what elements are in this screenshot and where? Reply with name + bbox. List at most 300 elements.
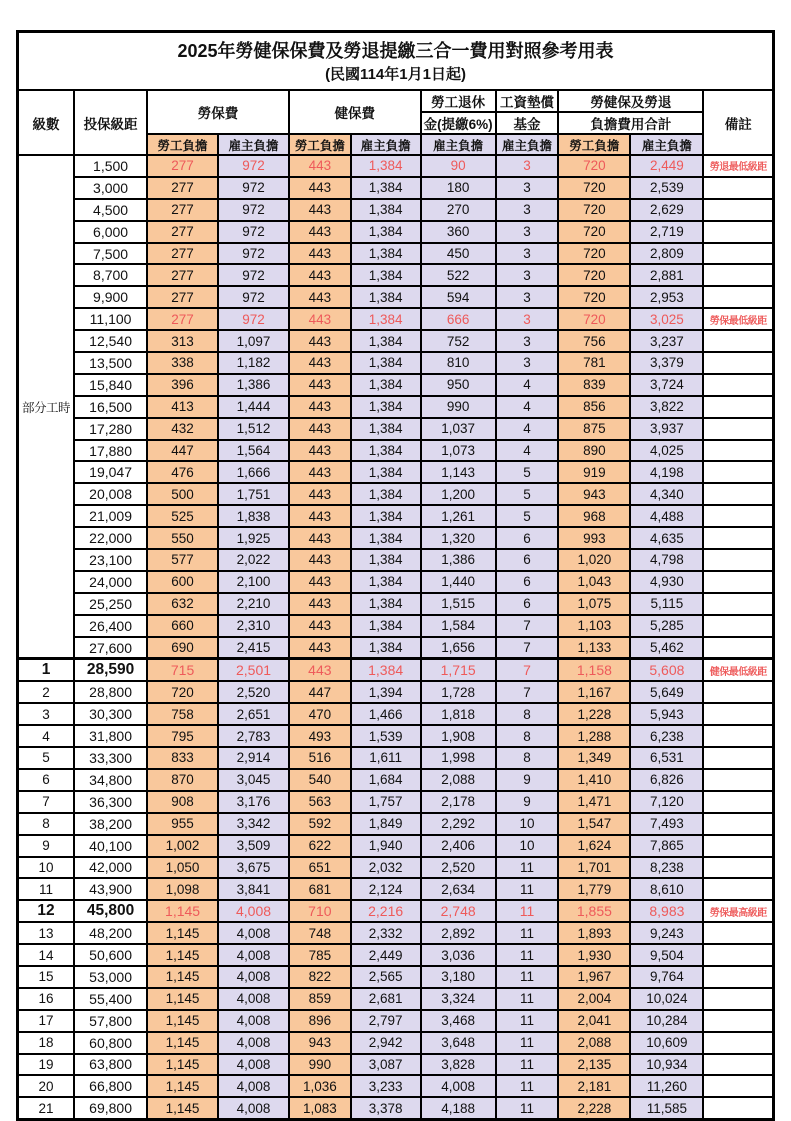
- remark-cell: [703, 769, 773, 791]
- labor-ins-employee-cell: 632: [147, 593, 218, 615]
- total-employee-cell: 720: [558, 177, 630, 199]
- labor-ins-employee-cell: 277: [147, 286, 218, 308]
- pension-employer-cell: 1,073: [421, 440, 496, 462]
- bracket-cell: 12,540: [74, 330, 147, 352]
- remark-cell: [703, 461, 773, 483]
- table-row: [18, 703, 774, 725]
- bracket-cell: 34,800: [74, 769, 147, 791]
- remark-cell: [703, 1075, 773, 1097]
- total-employee-cell: 2,228: [558, 1097, 630, 1119]
- wage-fund-employer-cell: 3: [496, 308, 559, 330]
- health-ins-employer-cell: 1,757: [351, 791, 421, 813]
- total-employee-cell: 2,135: [558, 1054, 630, 1076]
- labor-ins-employer-cell: 3,841: [218, 878, 289, 900]
- pension-employer-cell: 2,406: [421, 835, 496, 857]
- total-employee-cell: 2,041: [558, 1010, 630, 1032]
- table-row: [18, 857, 774, 879]
- total-employee-cell: 2,181: [558, 1075, 630, 1097]
- labor-ins-employer-cell: 3,045: [218, 769, 289, 791]
- table-row: [18, 681, 774, 703]
- bracket-cell: 53,000: [74, 966, 147, 988]
- wage-fund-employer-cell: 5: [496, 505, 559, 527]
- labor-ins-employee-cell: 396: [147, 374, 218, 396]
- remark-cell: 勞保最低級距: [703, 308, 773, 330]
- labor-ins-employer-cell: 2,210: [218, 593, 289, 615]
- wage-fund-employer-cell: 11: [496, 900, 559, 922]
- wage-fund-employer-cell: 5: [496, 483, 559, 505]
- labor-ins-employee-cell: 1,145: [147, 1075, 218, 1097]
- health-ins-employee-cell: 443: [289, 396, 351, 418]
- bracket-cell: 30,300: [74, 703, 147, 725]
- total-employer-cell: 2,881: [630, 264, 703, 286]
- total-employee-cell: 856: [558, 396, 630, 418]
- table-row: [18, 461, 774, 483]
- remark-cell: [703, 221, 773, 243]
- table-row: [18, 878, 774, 900]
- total-employer-cell: 3,724: [630, 374, 703, 396]
- level-cell: 20: [18, 1075, 75, 1097]
- wage-fund-employer-cell: 11: [496, 922, 559, 944]
- pension-employer-cell: 752: [421, 330, 496, 352]
- column-header-pension-line2: 金(提繳6%): [421, 112, 496, 134]
- health-ins-employee-cell: 443: [289, 571, 351, 593]
- labor-ins-employer-cell: 1,666: [218, 461, 289, 483]
- labor-ins-employer-cell: 972: [218, 286, 289, 308]
- table-row: [18, 1010, 774, 1032]
- health-ins-employee-cell: 859: [289, 988, 351, 1010]
- table-row: [18, 1075, 774, 1097]
- labor-ins-employer-cell: 972: [218, 308, 289, 330]
- table-row: [18, 791, 774, 813]
- health-ins-employer-cell: 1,849: [351, 813, 421, 835]
- total-employer-cell: 8,610: [630, 878, 703, 900]
- remark-cell: [703, 264, 773, 286]
- wage-fund-employer-cell: 11: [496, 944, 559, 966]
- total-employer-cell: 3,822: [630, 396, 703, 418]
- wage-fund-employer-cell: 4: [496, 396, 559, 418]
- total-employee-cell: 2,004: [558, 988, 630, 1010]
- wage-fund-employer-cell: 4: [496, 440, 559, 462]
- health-ins-employee-cell: 443: [289, 505, 351, 527]
- wage-fund-employer-cell: 3: [496, 177, 559, 199]
- health-ins-employee-cell: 493: [289, 725, 351, 747]
- bracket-cell: 1,500: [74, 155, 147, 177]
- total-employee-cell: 756: [558, 330, 630, 352]
- page-subtitle: (民國114年1月1日起): [325, 65, 466, 83]
- table-row: [18, 505, 774, 527]
- table-row: [18, 483, 774, 505]
- total-employee-cell: 1,701: [558, 857, 630, 879]
- labor-ins-employer-cell: 2,100: [218, 571, 289, 593]
- table-row: [18, 374, 774, 396]
- labor-ins-employer-cell: 1,097: [218, 330, 289, 352]
- total-employee-cell: 1,133: [558, 637, 630, 659]
- health-ins-employer-cell: 2,216: [351, 900, 421, 922]
- wage-fund-employer-cell: 3: [496, 330, 559, 352]
- labor-ins-employee-cell: 955: [147, 813, 218, 835]
- total-employer-cell: 9,243: [630, 922, 703, 944]
- health-ins-employer-cell: 2,124: [351, 878, 421, 900]
- total-employer-cell: 3,025: [630, 308, 703, 330]
- total-employer-cell: 5,943: [630, 703, 703, 725]
- table-row: [18, 199, 774, 221]
- column-header-bracket: 投保級距: [74, 90, 147, 155]
- labor-ins-employer-cell: 4,008: [218, 900, 289, 922]
- bracket-cell: 33,300: [74, 747, 147, 769]
- labor-ins-employer-cell: 1,751: [218, 483, 289, 505]
- wage-fund-employer-cell: 7: [496, 659, 559, 681]
- total-employee-cell: 1,471: [558, 791, 630, 813]
- table-row: [18, 769, 774, 791]
- health-ins-employer-cell: 1,384: [351, 177, 421, 199]
- labor-ins-employer-cell: 3,342: [218, 813, 289, 835]
- remark-cell: [703, 199, 773, 221]
- labor-ins-employer-cell: 4,008: [218, 922, 289, 944]
- column-header-total-line2: 負擔費用合計: [558, 112, 703, 134]
- total-employee-cell: 839: [558, 374, 630, 396]
- labor-ins-employer-cell: 4,008: [218, 1010, 289, 1032]
- remark-cell: [703, 396, 773, 418]
- health-ins-employee-cell: 681: [289, 878, 351, 900]
- column-header-total-line1: 勞健保及勞退: [558, 90, 703, 112]
- pension-employer-cell: 2,292: [421, 813, 496, 835]
- remark-cell: [703, 835, 773, 857]
- bracket-cell: 17,280: [74, 418, 147, 440]
- health-ins-employer-cell: 1,384: [351, 330, 421, 352]
- labor-ins-employer-cell: 1,386: [218, 374, 289, 396]
- labor-ins-employee-cell: 1,145: [147, 1032, 218, 1054]
- labor-ins-employer-cell: 1,564: [218, 440, 289, 462]
- level-cell: 2: [18, 681, 75, 703]
- wage-fund-employer-cell: 9: [496, 791, 559, 813]
- health-ins-employee-cell: 443: [289, 374, 351, 396]
- labor-ins-employer-cell: 4,008: [218, 1054, 289, 1076]
- health-ins-employee-cell: 896: [289, 1010, 351, 1032]
- table-row: [18, 637, 774, 659]
- pension-employer-cell: 3,468: [421, 1010, 496, 1032]
- table-row: [18, 659, 774, 681]
- wage-fund-employer-cell: 4: [496, 374, 559, 396]
- pension-employer-cell: 950: [421, 374, 496, 396]
- table-row: [18, 988, 774, 1010]
- health-ins-employee-cell: 443: [289, 461, 351, 483]
- total-employer-cell: 3,379: [630, 352, 703, 374]
- labor-ins-employee-cell: 277: [147, 264, 218, 286]
- total-employer-cell: 5,115: [630, 593, 703, 615]
- bracket-cell: 27,600: [74, 637, 147, 659]
- labor-ins-employer-cell: 3,176: [218, 791, 289, 813]
- total-employee-cell: 1,779: [558, 878, 630, 900]
- level-cell: 11: [18, 878, 75, 900]
- total-employee-cell: 720: [558, 308, 630, 330]
- table-row: [18, 922, 774, 944]
- pension-employer-cell: 450: [421, 243, 496, 265]
- pension-employer-cell: 1,440: [421, 571, 496, 593]
- health-ins-employer-cell: 1,384: [351, 199, 421, 221]
- labor-ins-employee-cell: 1,002: [147, 835, 218, 857]
- health-ins-employer-cell: 1,384: [351, 396, 421, 418]
- health-ins-employee-cell: 516: [289, 747, 351, 769]
- premium-reference-table: [16, 30, 775, 1121]
- remark-cell: 勞保最高級距: [703, 900, 773, 922]
- health-ins-employer-cell: 1,384: [351, 527, 421, 549]
- remark-cell: [703, 505, 773, 527]
- total-employer-cell: 2,449: [630, 155, 703, 177]
- labor-ins-employee-cell: 550: [147, 527, 218, 549]
- health-ins-employee-cell: 651: [289, 857, 351, 879]
- bracket-cell: 7,500: [74, 243, 147, 265]
- bracket-cell: 28,800: [74, 681, 147, 703]
- pension-employer-cell: 1,908: [421, 725, 496, 747]
- health-ins-employee-cell: 785: [289, 944, 351, 966]
- labor-ins-employee-cell: 1,098: [147, 878, 218, 900]
- labor-ins-employee-cell: 277: [147, 155, 218, 177]
- remark-cell: [703, 177, 773, 199]
- remark-cell: [703, 1054, 773, 1076]
- labor-ins-employee-cell: 1,145: [147, 1054, 218, 1076]
- pension-employer-cell: 2,634: [421, 878, 496, 900]
- labor-ins-employee-cell: 277: [147, 199, 218, 221]
- level-cell: 7: [18, 791, 75, 813]
- health-ins-employer-cell: 3,087: [351, 1054, 421, 1076]
- table-row: [18, 900, 774, 922]
- part-time-level-cell: 部分工時: [18, 155, 75, 659]
- wage-fund-employer-cell: 11: [496, 1032, 559, 1054]
- labor-ins-employee-cell: 525: [147, 505, 218, 527]
- pension-employer-cell: 3,324: [421, 988, 496, 1010]
- total-employee-cell: 875: [558, 418, 630, 440]
- bracket-cell: 40,100: [74, 835, 147, 857]
- pension-employer-cell: 1,515: [421, 593, 496, 615]
- total-employer-cell: 2,809: [630, 243, 703, 265]
- bracket-cell: 8,700: [74, 264, 147, 286]
- level-cell: 13: [18, 922, 75, 944]
- level-cell: 16: [18, 988, 75, 1010]
- pension-employer-cell: 1,656: [421, 637, 496, 659]
- health-ins-employee-cell: 443: [289, 418, 351, 440]
- bracket-cell: 16,500: [74, 396, 147, 418]
- health-ins-employee-cell: 443: [289, 659, 351, 681]
- table-row: [18, 527, 774, 549]
- subheader-total-employee: 勞工負擔: [558, 134, 630, 155]
- level-cell: 8: [18, 813, 75, 835]
- level-cell: 5: [18, 747, 75, 769]
- wage-fund-employer-cell: 3: [496, 264, 559, 286]
- labor-ins-employee-cell: 1,145: [147, 1097, 218, 1119]
- total-employer-cell: 10,284: [630, 1010, 703, 1032]
- pension-employer-cell: 2,178: [421, 791, 496, 813]
- pension-employer-cell: 1,320: [421, 527, 496, 549]
- labor-ins-employee-cell: 447: [147, 440, 218, 462]
- pension-employer-cell: 1,386: [421, 549, 496, 571]
- health-ins-employer-cell: 1,384: [351, 264, 421, 286]
- wage-fund-employer-cell: 3: [496, 155, 559, 177]
- pension-employer-cell: 990: [421, 396, 496, 418]
- labor-ins-employer-cell: 972: [218, 199, 289, 221]
- bracket-cell: 69,800: [74, 1097, 147, 1119]
- wage-fund-employer-cell: 3: [496, 243, 559, 265]
- wage-fund-employer-cell: 8: [496, 747, 559, 769]
- level-cell: 4: [18, 725, 75, 747]
- total-employee-cell: 2,088: [558, 1032, 630, 1054]
- labor-ins-employee-cell: 758: [147, 703, 218, 725]
- wage-fund-employer-cell: 11: [496, 1075, 559, 1097]
- table-row: [18, 155, 774, 177]
- labor-ins-employer-cell: 2,520: [218, 681, 289, 703]
- subheader-wage-fund-employer: 雇主負擔: [496, 134, 559, 155]
- subheader-total-employer: 雇主負擔: [630, 134, 703, 155]
- labor-ins-employer-cell: 3,675: [218, 857, 289, 879]
- health-ins-employee-cell: 443: [289, 330, 351, 352]
- health-ins-employer-cell: 1,384: [351, 243, 421, 265]
- health-ins-employer-cell: 1,384: [351, 440, 421, 462]
- pension-employer-cell: 2,892: [421, 922, 496, 944]
- bracket-cell: 48,200: [74, 922, 147, 944]
- health-ins-employer-cell: 1,611: [351, 747, 421, 769]
- pension-employer-cell: 2,748: [421, 900, 496, 922]
- remark-cell: [703, 857, 773, 879]
- health-ins-employer-cell: 1,384: [351, 483, 421, 505]
- table-row: [18, 571, 774, 593]
- total-employer-cell: 4,488: [630, 505, 703, 527]
- total-employer-cell: 10,024: [630, 988, 703, 1010]
- total-employee-cell: 968: [558, 505, 630, 527]
- labor-ins-employee-cell: 500: [147, 483, 218, 505]
- remark-cell: [703, 747, 773, 769]
- total-employee-cell: 890: [558, 440, 630, 462]
- wage-fund-employer-cell: 11: [496, 878, 559, 900]
- total-employee-cell: 1,349: [558, 747, 630, 769]
- health-ins-employee-cell: 443: [289, 440, 351, 462]
- wage-fund-employer-cell: 3: [496, 286, 559, 308]
- health-ins-employer-cell: 2,332: [351, 922, 421, 944]
- column-header-remark: 備註: [703, 90, 773, 155]
- total-employer-cell: 7,865: [630, 835, 703, 857]
- labor-ins-employee-cell: 277: [147, 221, 218, 243]
- wage-fund-employer-cell: 11: [496, 1010, 559, 1032]
- pension-employer-cell: 180: [421, 177, 496, 199]
- health-ins-employee-cell: 470: [289, 703, 351, 725]
- bracket-cell: 15,840: [74, 374, 147, 396]
- health-ins-employer-cell: 2,681: [351, 988, 421, 1010]
- total-employee-cell: 1,103: [558, 615, 630, 637]
- labor-ins-employee-cell: 720: [147, 681, 218, 703]
- health-ins-employer-cell: 1,466: [351, 703, 421, 725]
- reference-table-sheet: [16, 30, 775, 1121]
- health-ins-employee-cell: 443: [289, 352, 351, 374]
- labor-ins-employer-cell: 972: [218, 177, 289, 199]
- bracket-cell: 43,900: [74, 878, 147, 900]
- pension-employer-cell: 3,180: [421, 966, 496, 988]
- health-ins-employer-cell: 1,539: [351, 725, 421, 747]
- bracket-cell: 63,800: [74, 1054, 147, 1076]
- total-employee-cell: 1,167: [558, 681, 630, 703]
- health-ins-employer-cell: 1,384: [351, 615, 421, 637]
- pension-employer-cell: 4,188: [421, 1097, 496, 1119]
- remark-cell: [703, 878, 773, 900]
- labor-ins-employer-cell: 2,914: [218, 747, 289, 769]
- level-cell: 17: [18, 1010, 75, 1032]
- total-employer-cell: 4,025: [630, 440, 703, 462]
- pension-employer-cell: 1,037: [421, 418, 496, 440]
- remark-cell: [703, 791, 773, 813]
- health-ins-employer-cell: 1,384: [351, 549, 421, 571]
- total-employer-cell: 4,798: [630, 549, 703, 571]
- labor-ins-employer-cell: 2,651: [218, 703, 289, 725]
- labor-ins-employer-cell: 3,509: [218, 835, 289, 857]
- bracket-cell: 45,800: [74, 900, 147, 922]
- pension-employer-cell: 3,648: [421, 1032, 496, 1054]
- health-ins-employee-cell: 563: [289, 791, 351, 813]
- wage-fund-employer-cell: 6: [496, 549, 559, 571]
- table-row: [18, 725, 774, 747]
- remark-cell: 勞退最低級距: [703, 155, 773, 177]
- table-row: [18, 1097, 774, 1119]
- total-employer-cell: 6,826: [630, 769, 703, 791]
- health-ins-employee-cell: 443: [289, 243, 351, 265]
- remark-cell: [703, 330, 773, 352]
- remark-cell: [703, 703, 773, 725]
- pension-employer-cell: 1,818: [421, 703, 496, 725]
- total-employer-cell: 2,719: [630, 221, 703, 243]
- health-ins-employer-cell: 1,384: [351, 461, 421, 483]
- wage-fund-employer-cell: 4: [496, 418, 559, 440]
- wage-fund-employer-cell: 11: [496, 1097, 559, 1119]
- labor-ins-employee-cell: 476: [147, 461, 218, 483]
- pension-employer-cell: 666: [421, 308, 496, 330]
- health-ins-employer-cell: 1,384: [351, 286, 421, 308]
- total-employer-cell: 8,238: [630, 857, 703, 879]
- labor-ins-employer-cell: 2,415: [218, 637, 289, 659]
- remark-cell: [703, 593, 773, 615]
- bracket-cell: 60,800: [74, 1032, 147, 1054]
- table-row: [18, 177, 774, 199]
- pension-employer-cell: 522: [421, 264, 496, 286]
- bracket-cell: 20,008: [74, 483, 147, 505]
- remark-cell: [703, 1032, 773, 1054]
- health-ins-employee-cell: 443: [289, 177, 351, 199]
- pension-employer-cell: 1,584: [421, 615, 496, 637]
- total-employee-cell: 720: [558, 243, 630, 265]
- table-row: [18, 396, 774, 418]
- bracket-cell: 21,009: [74, 505, 147, 527]
- remark-cell: [703, 1097, 773, 1119]
- health-ins-employer-cell: 1,394: [351, 681, 421, 703]
- remark-cell: [703, 966, 773, 988]
- labor-ins-employer-cell: 1,182: [218, 352, 289, 374]
- total-employee-cell: 1,410: [558, 769, 630, 791]
- table-row: [18, 835, 774, 857]
- total-employee-cell: 720: [558, 264, 630, 286]
- total-employer-cell: 9,504: [630, 944, 703, 966]
- health-ins-employee-cell: 1,083: [289, 1097, 351, 1119]
- remark-cell: [703, 243, 773, 265]
- labor-ins-employer-cell: 4,008: [218, 1097, 289, 1119]
- health-ins-employer-cell: 1,384: [351, 571, 421, 593]
- pension-employer-cell: 1,200: [421, 483, 496, 505]
- health-ins-employee-cell: 622: [289, 835, 351, 857]
- bracket-cell: 42,000: [74, 857, 147, 879]
- health-ins-employer-cell: 1,384: [351, 505, 421, 527]
- total-employee-cell: 1,624: [558, 835, 630, 857]
- table-row: [18, 330, 774, 352]
- remark-cell: [703, 681, 773, 703]
- pension-employer-cell: 360: [421, 221, 496, 243]
- bracket-cell: 57,800: [74, 1010, 147, 1032]
- bracket-cell: 22,000: [74, 527, 147, 549]
- remark-cell: [703, 286, 773, 308]
- total-employee-cell: 1,288: [558, 725, 630, 747]
